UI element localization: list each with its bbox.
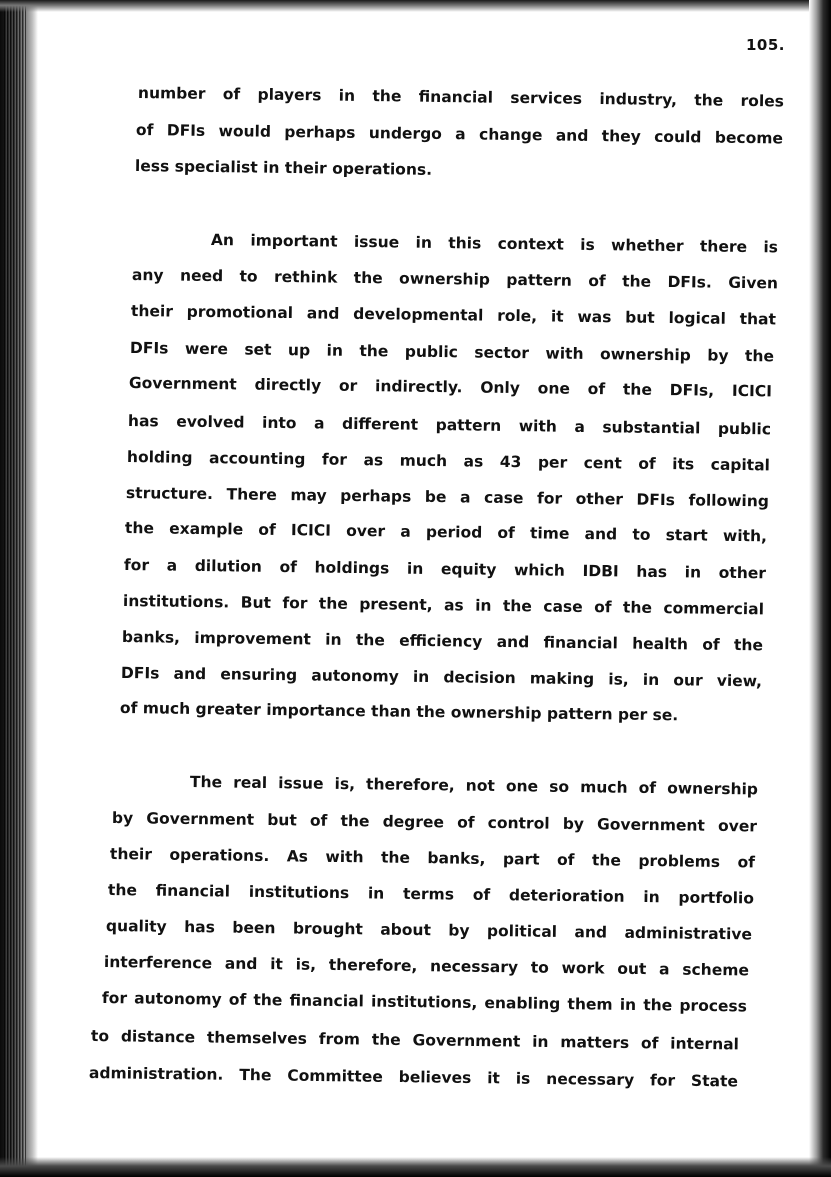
page-right-edge xyxy=(809,0,831,1177)
text-line: banks, improvement in the efficiency and financial health of the xyxy=(121,628,764,655)
text-line: DFIs and ensuring autonomy in decision making is, in our view, xyxy=(120,664,763,691)
text-line: An important issue in this context is whether there is xyxy=(210,231,779,257)
text-line: Government directly or indirectly. Only one of the DFIs, ICICI xyxy=(128,374,773,401)
text-line: for a dilution of holdings in equity which IDBI has in other xyxy=(123,556,767,583)
text-line: for autonomy of the financial institutions, enabling them in the process xyxy=(101,989,748,1016)
text-line: institutions. But for the present, as in the case of the commercial xyxy=(122,592,765,619)
text-line: any need to rethink the ownership pattern of the DFIs. Given xyxy=(131,266,779,293)
text-line: of much greater importance than the ownership pattern per se. xyxy=(119,699,679,725)
book-spine-pages xyxy=(4,0,26,1177)
text-line: the financial institutions in terms of deterioration in portfolio xyxy=(107,881,755,908)
text-line: structure. There may perhaps be a case for other DFIs following xyxy=(125,484,770,511)
text-line: The real issue is, therefore, not one so much of ownership xyxy=(189,773,759,799)
text-line: DFIs were set up in the public sector with ownership by the xyxy=(129,339,775,366)
text-line: by Government but of the degree of control by Government over xyxy=(111,809,758,836)
page-top-edge xyxy=(0,0,831,12)
text-line: the example of ICICI over a period of time and to start with, xyxy=(124,519,768,546)
text-line: to distance themselves from the Government in matters of internal xyxy=(90,1027,740,1054)
page-number: 105. xyxy=(746,36,786,54)
text-line: interference and it is, therefore, necessary to work out a scheme xyxy=(103,953,750,980)
text-line: of DFIs would perhaps undergo a change and they could become xyxy=(135,121,784,148)
text-line: their promotional and developmental role, it was but logical that xyxy=(130,302,777,329)
text-line: has evolved into a different pattern with a substantial public xyxy=(127,412,772,439)
text-line: quality has been brought about by political and administrative xyxy=(105,917,753,944)
text-line: number of players in the financial services industry, the roles xyxy=(137,84,785,111)
page-bottom-edge xyxy=(0,1157,831,1177)
text-line: their operations. As with the banks, part of the problems of xyxy=(109,845,756,872)
text-line: holding accounting for as much as 43 per cent of its capital xyxy=(126,448,771,475)
text-line: less specialist in their operations. xyxy=(134,157,433,179)
text-line: administration. The Committee believes it is necessary for State xyxy=(88,1064,739,1091)
